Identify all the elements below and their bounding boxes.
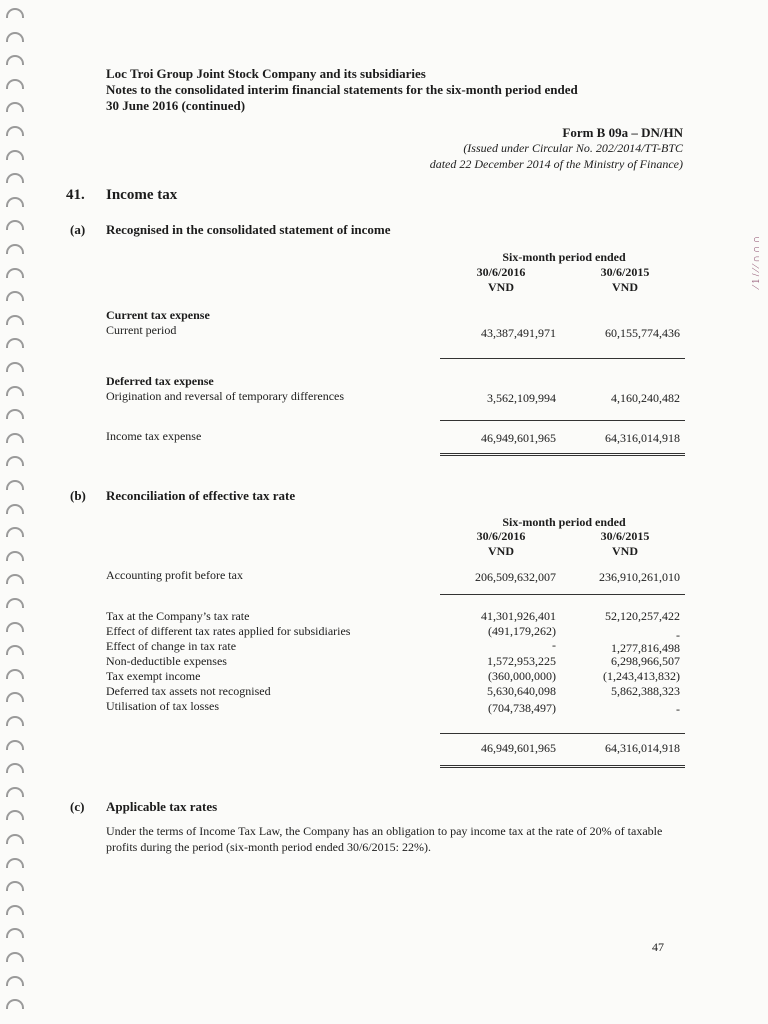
total-2015: 64,316,014,918	[605, 431, 680, 445]
current-2015: 60,155,774,436	[605, 326, 680, 340]
table-cell: (1,243,413,832)	[603, 669, 680, 683]
current-tax-heading: Current tax expense	[106, 308, 210, 322]
part-c-marker: (c)	[70, 799, 85, 814]
part-b-period-heading: Six-month period ended	[502, 515, 626, 529]
binder-ring	[6, 952, 24, 962]
part-b-marker: (b)	[70, 488, 86, 503]
binder-ring	[6, 55, 24, 65]
binder-ring	[6, 716, 24, 726]
table-cell: 52,120,257,422	[605, 609, 680, 623]
reconciliation-total-2016: 46,949,601,965	[481, 741, 556, 755]
table-row: Tax at the Company’s tax rate	[106, 609, 250, 623]
binder-ring	[6, 220, 24, 230]
binder-ring	[6, 740, 24, 750]
table-cell: 41,301,926,401	[481, 609, 556, 623]
binder-ring	[6, 480, 24, 490]
binder-ring	[6, 999, 24, 1009]
binder-ring	[6, 787, 24, 797]
binder-ring	[6, 976, 24, 986]
part-a-col1-date: 30/6/2016	[476, 265, 526, 279]
table-cell: 1,277,816,498	[611, 641, 680, 655]
table-cell: -	[676, 702, 680, 716]
tax-rate-paragraph: Under the terms of Income Tax Law, the Company has an obligation to pay income tax at the rate of 20% of taxable profits during the period (six-month period ended 30/6/2015: 22%).	[106, 824, 663, 854]
table-cell: -	[676, 628, 680, 642]
binder-ring	[6, 858, 24, 868]
binder-ring	[6, 409, 24, 419]
binder-ring	[6, 810, 24, 820]
binder-ring	[6, 763, 24, 773]
table-row: Non-deductible expenses	[106, 654, 227, 668]
table-cell: 1,572,953,225	[487, 654, 556, 668]
table-cell: 6,298,966,507	[611, 654, 680, 668]
table-cell: (360,000,000)	[488, 669, 556, 683]
binder-ring	[6, 551, 24, 561]
binder-rings	[4, 0, 26, 1024]
page-number: 47	[652, 940, 664, 954]
part-b-col2-date: 30/6/2015	[600, 529, 650, 543]
binder-ring	[6, 928, 24, 938]
binder-ring	[6, 692, 24, 702]
binder-ring	[6, 197, 24, 207]
table-cell: 5,862,388,323	[611, 684, 680, 698]
notes-title: Notes to the consolidated interim financial statements for the six-month period ended	[106, 82, 578, 97]
binder-ring	[6, 456, 24, 466]
table-row: Deferred tax assets not recognised	[106, 684, 271, 698]
binder-ring	[6, 598, 24, 608]
current-2016: 43,387,491,971	[481, 326, 556, 340]
income-tax-expense-label: Income tax expense	[106, 429, 202, 443]
part-a-col2-unit: VND	[612, 280, 638, 294]
table-row: Effect of different tax rates applied for subsidiaries	[106, 624, 351, 638]
binder-ring	[6, 645, 24, 655]
edge-stamp-mark: ⁄ 1 / ⁄ ⁄ ∩ ∩ ∩	[751, 236, 762, 288]
table-cell: -	[552, 638, 556, 652]
binder-ring	[6, 433, 24, 443]
deferred-2015: 4,160,240,482	[611, 391, 680, 405]
section-number: 41.	[66, 187, 85, 203]
current-period-label: Current period	[106, 323, 177, 337]
deferred-label: Origination and reversal of temporary differences	[106, 389, 345, 403]
double-underline	[440, 765, 685, 768]
form-issued: (Issued under Circular No. 202/2014/TT-BTC	[463, 141, 683, 155]
binder-ring	[6, 244, 24, 254]
section-title: Income tax	[106, 187, 178, 203]
divider-line	[440, 733, 685, 734]
part-b-col1-date: 30/6/2016	[476, 529, 526, 543]
table-cell: (704,738,497)	[488, 701, 556, 715]
part-b-title: Reconciliation of effective tax rate	[106, 488, 296, 503]
binder-ring	[6, 362, 24, 372]
binder-ring	[6, 126, 24, 136]
binder-ring	[6, 268, 24, 278]
notes-title-line2: 30 June 2016 (continued)	[106, 98, 246, 113]
profit-2015: 236,910,261,010	[599, 570, 680, 584]
table-row: Effect of change in tax rate	[106, 639, 237, 653]
part-a-marker: (a)	[70, 222, 86, 237]
part-b-col2-unit: VND	[612, 544, 638, 558]
double-underline	[440, 453, 685, 456]
binder-ring	[6, 338, 24, 348]
table-cell: (491,179,262)	[488, 624, 556, 638]
part-a-col1-unit: VND	[488, 280, 514, 294]
binder-ring	[6, 622, 24, 632]
binder-ring	[6, 834, 24, 844]
binder-ring	[6, 150, 24, 160]
accounting-profit-label: Accounting profit before tax	[106, 568, 243, 582]
company-name: Loc Troi Group Joint Stock Company and its subsidiaries	[106, 66, 426, 81]
binder-ring	[6, 291, 24, 301]
binder-ring	[6, 102, 24, 112]
part-c-title: Applicable tax rates	[106, 799, 218, 814]
form-code: Form B 09a – DN/HN	[562, 125, 683, 140]
binder-ring	[6, 881, 24, 891]
profit-2016: 206,509,632,007	[475, 570, 556, 584]
deferred-tax-heading: Deferred tax expense	[106, 374, 214, 388]
divider-line	[440, 594, 685, 595]
table-cell: 5,630,640,098	[487, 684, 556, 698]
binder-ring	[6, 504, 24, 514]
binder-ring	[6, 527, 24, 537]
binder-ring	[6, 79, 24, 89]
binder-ring	[6, 8, 24, 18]
table-row: Tax exempt income	[106, 669, 201, 683]
deferred-2016: 3,562,109,994	[487, 391, 556, 405]
binder-ring	[6, 315, 24, 325]
binder-ring	[6, 669, 24, 679]
binder-ring	[6, 905, 24, 915]
form-dated: dated 22 December 2014 of the Ministry of Finance)	[429, 157, 683, 171]
binder-ring	[6, 32, 24, 42]
part-a-period-heading: Six-month period ended	[502, 250, 626, 264]
part-b-col1-unit: VND	[488, 544, 514, 558]
reconciliation-total-2015: 64,316,014,918	[605, 741, 680, 755]
part-a-col2-date: 30/6/2015	[600, 265, 650, 279]
binder-ring	[6, 386, 24, 396]
divider-line	[440, 358, 685, 359]
table-row: Utilisation of tax losses	[106, 699, 219, 713]
divider-line	[440, 420, 685, 421]
binder-ring	[6, 173, 24, 183]
part-a-title: Recognised in the consolidated statement of income	[106, 222, 391, 237]
total-2016: 46,949,601,965	[481, 431, 556, 445]
binder-ring	[6, 574, 24, 584]
